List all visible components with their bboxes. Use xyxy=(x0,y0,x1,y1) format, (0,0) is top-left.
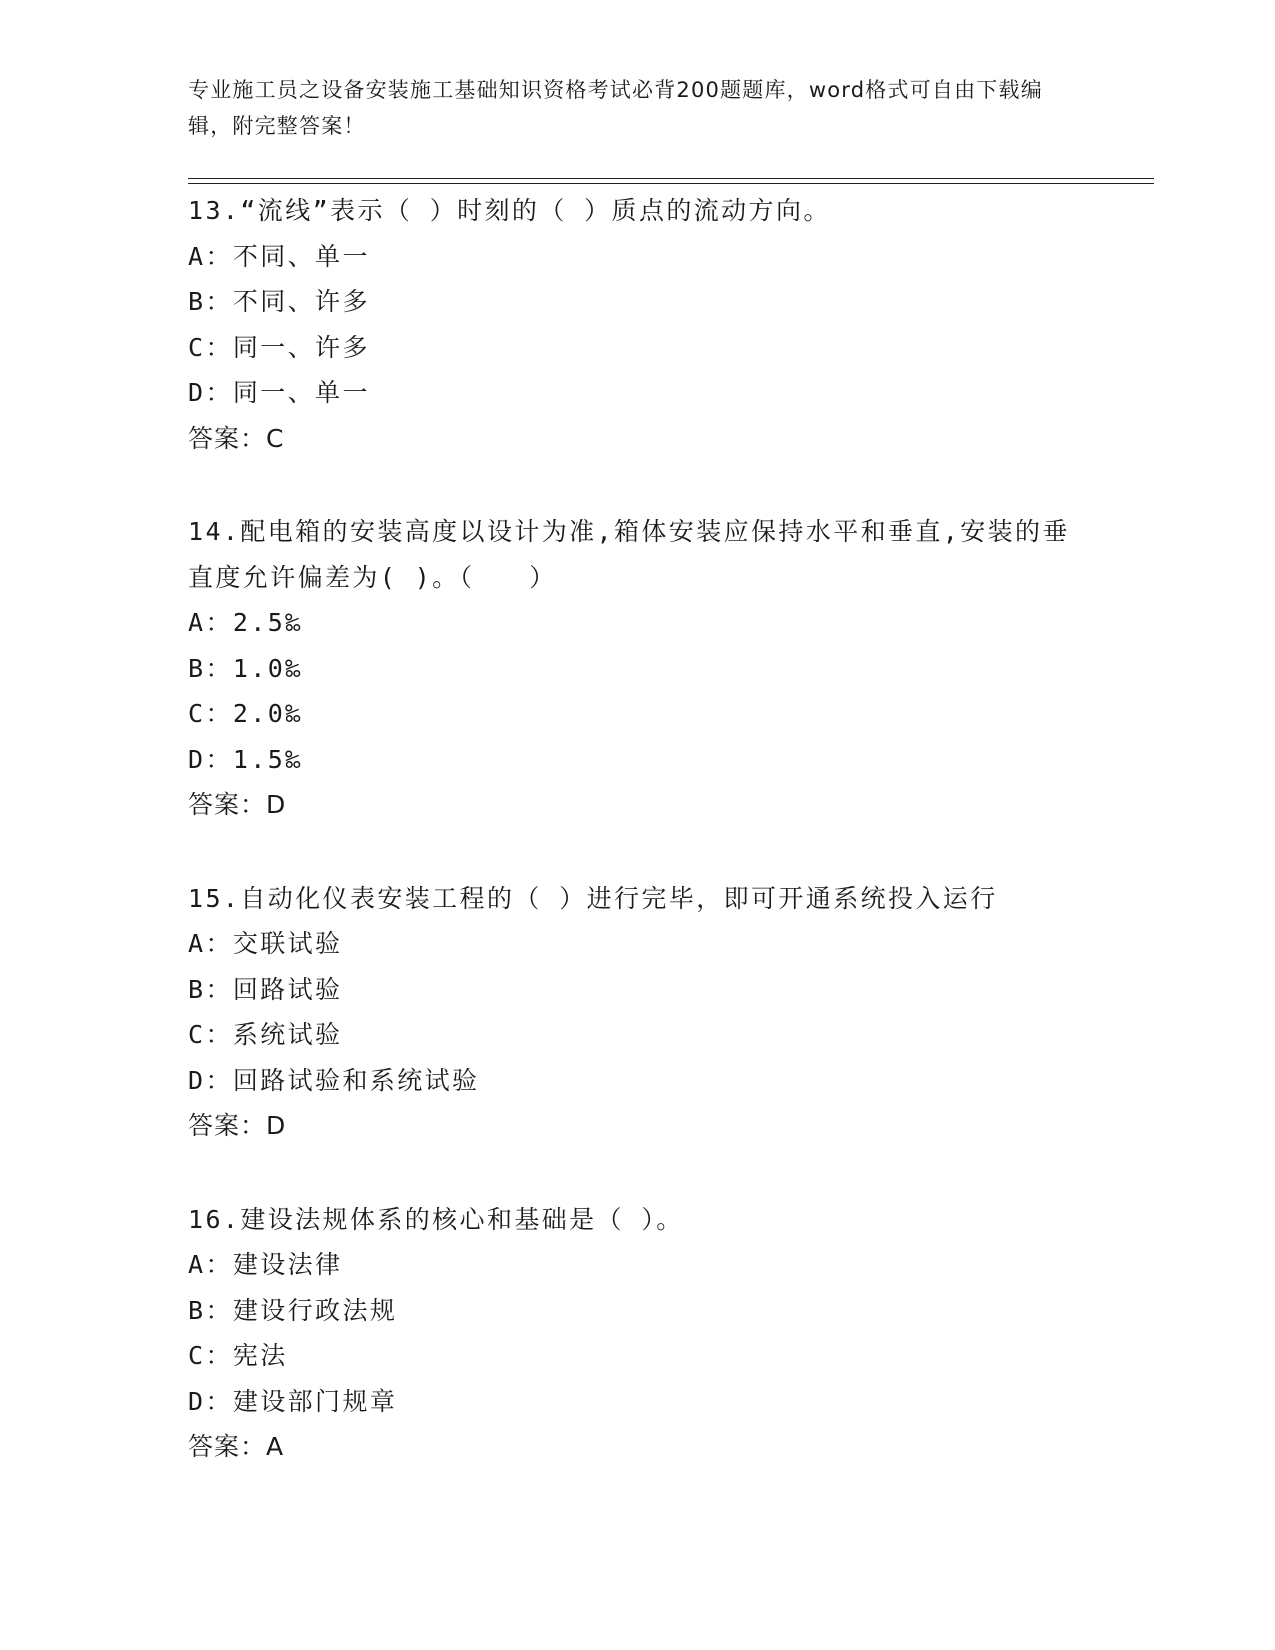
option-a: A：不同、单一 xyxy=(188,241,370,271)
question-16 xyxy=(188,1197,1088,1470)
option-c: C：2.0‰ xyxy=(188,699,303,728)
question-text: 14.配电箱的安装高度以设计为准,箱体安装应保持水平和垂直,安装的垂直度允许偏差为( )。（ ） xyxy=(188,517,1070,592)
option-d: D：同一、单一 xyxy=(188,378,370,407)
header-divider-bottom xyxy=(188,183,1154,184)
question-15 xyxy=(188,876,1088,1149)
document-title: 专业施工员之设备安装施工基础知识资格考试必背200题题库，word格式可自由下载编辑，附完整答案！ xyxy=(188,78,1043,138)
option-c: C：同一、许多 xyxy=(188,332,370,362)
option-a: A：2.5‰ xyxy=(188,608,303,637)
option-a: A：交联试验 xyxy=(188,929,343,958)
question-text: 13.“流线”表示（ ）时刻的（ ）质点的流动方向。 xyxy=(188,196,831,225)
question-list xyxy=(188,188,1088,1470)
question-13 xyxy=(188,188,1088,461)
answer: 答案：C xyxy=(188,423,285,453)
question-14 xyxy=(188,509,1088,828)
option-b: B：不同、许多 xyxy=(188,287,370,316)
option-d: D：1.5‰ xyxy=(188,744,303,774)
option-d: D：回路试验和系统试验 xyxy=(188,1065,480,1095)
option-c: C：系统试验 xyxy=(188,1020,343,1049)
answer: 答案：D xyxy=(188,790,287,819)
question-text: 16.建设法规体系的核心和基础是（ ）。 xyxy=(188,1204,684,1234)
question-spacer xyxy=(188,1149,1088,1197)
question-spacer xyxy=(188,461,1088,509)
option-d: D：建设部门规章 xyxy=(188,1386,398,1416)
option-b: B：1.0‰ xyxy=(188,653,303,683)
question-spacer xyxy=(188,828,1088,876)
question-text: 15.自动化仪表安装工程的（ ）进行完毕，即可开通系统投入运行 xyxy=(188,883,998,913)
option-a: A：建设法律 xyxy=(188,1250,343,1279)
option-c: C：宪法 xyxy=(188,1341,288,1370)
answer: 答案：A xyxy=(188,1432,285,1461)
option-b: B：建设行政法规 xyxy=(188,1295,398,1325)
option-b: B：回路试验 xyxy=(188,974,343,1004)
header-divider-top xyxy=(188,178,1154,179)
document-header xyxy=(188,72,1068,144)
answer: 答案：D xyxy=(188,1111,287,1140)
